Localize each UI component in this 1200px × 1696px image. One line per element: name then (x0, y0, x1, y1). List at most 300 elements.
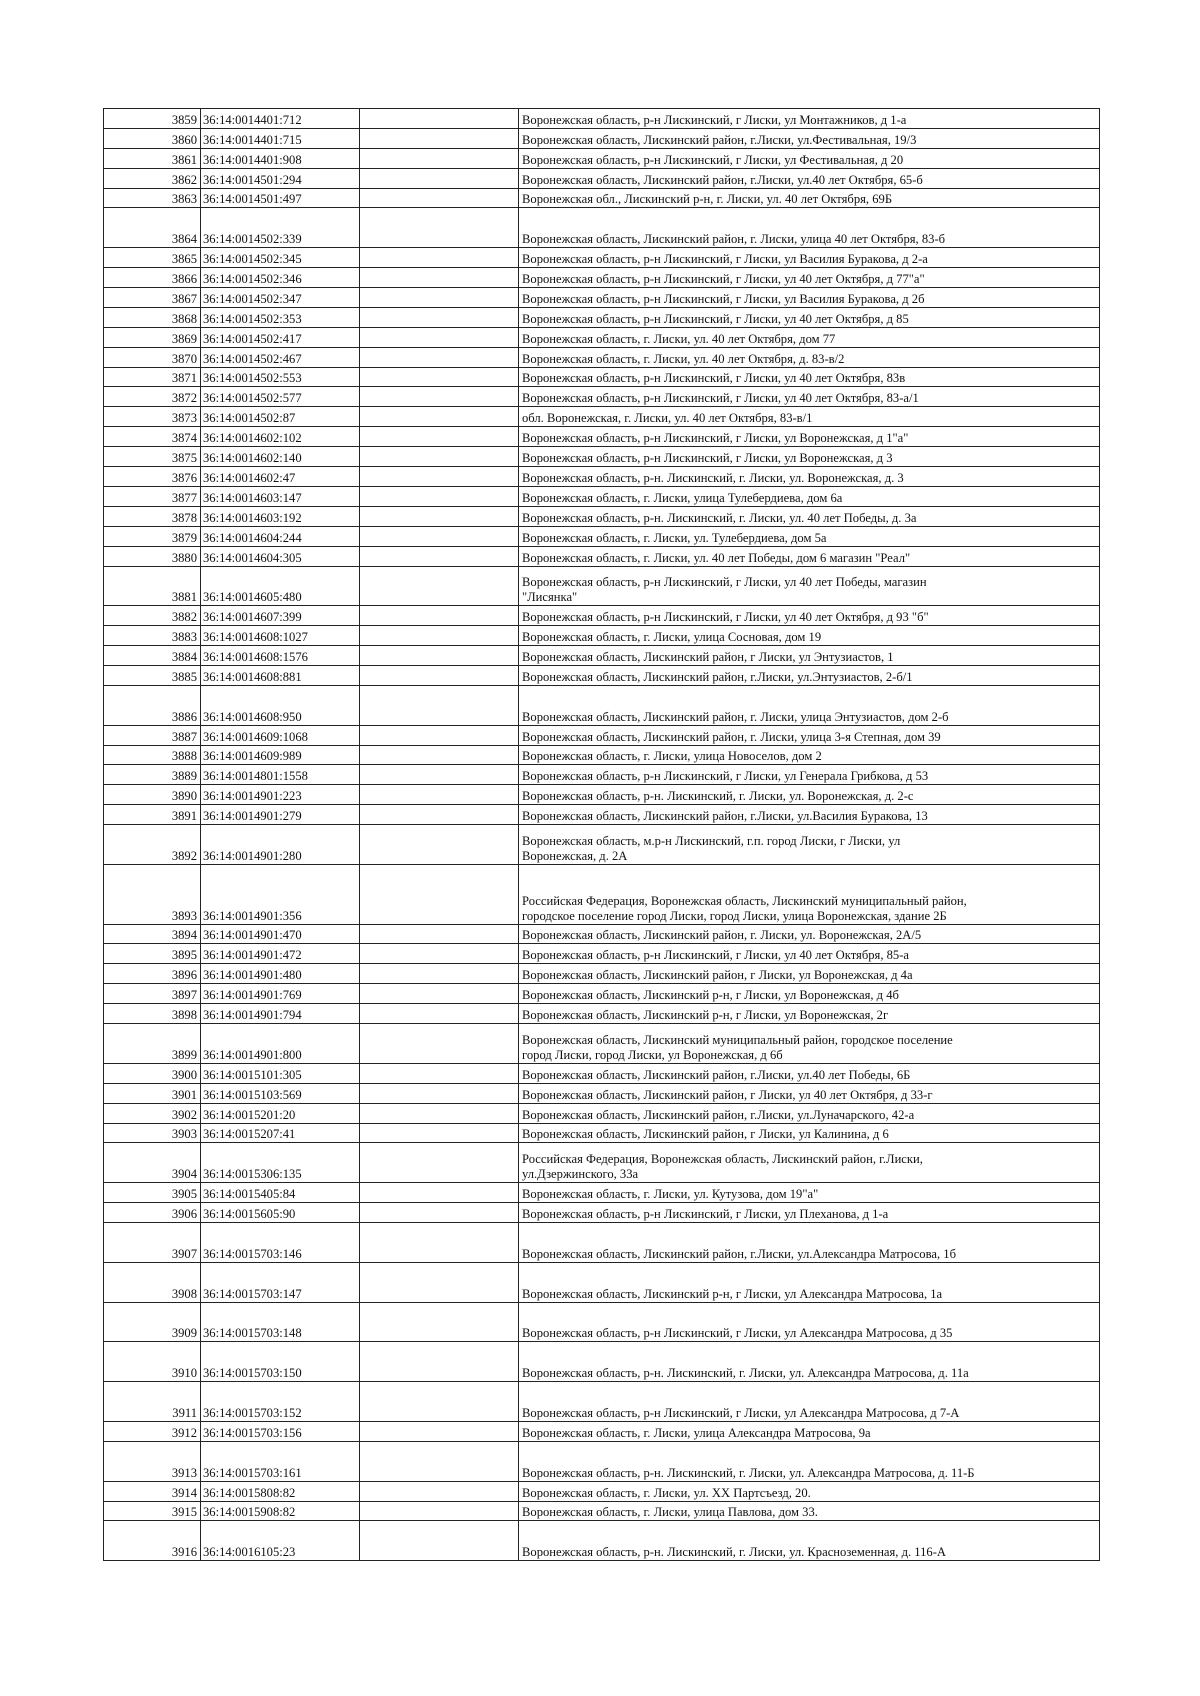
row-number: 3908 (104, 1262, 201, 1302)
empty-cell (360, 427, 519, 447)
empty-cell (360, 566, 519, 606)
address-line: Воронежская область, Лискинский район, г Лиски, ул Калинина, д 6 (522, 1127, 889, 1142)
table-row (104, 1302, 1100, 1342)
empty-cell (360, 109, 519, 129)
row-number: 3890 (104, 785, 201, 805)
address-cell (519, 626, 1100, 646)
table-row (104, 825, 1100, 865)
address-cell (519, 984, 1100, 1004)
row-number: 3869 (104, 327, 201, 347)
empty-cell (360, 208, 519, 248)
address-cell (519, 1421, 1100, 1441)
empty-cell (360, 1123, 519, 1143)
address-cell (519, 1222, 1100, 1262)
empty-cell (360, 526, 519, 546)
row-number: 3907 (104, 1222, 201, 1262)
address-line: Воронежская область, Лискинский район, г.Лиски, ул.40 лет Победы, 6Б (522, 1067, 911, 1082)
address-cell (519, 665, 1100, 685)
row-number: 3881 (104, 566, 201, 606)
address-cell (519, 208, 1100, 248)
address-line: Воронежская область, р-н Лискинский, г Лиски, ул Воронежская, д 3 (522, 451, 893, 466)
address-cell (519, 606, 1100, 626)
empty-cell (360, 467, 519, 487)
address-cell (519, 427, 1100, 447)
row-number: 3868 (104, 307, 201, 327)
table-row (104, 327, 1100, 347)
table-row (104, 1501, 1100, 1521)
row-number: 3910 (104, 1342, 201, 1382)
table-row (104, 725, 1100, 745)
cadastral-number: 36:14:0015605:90 (201, 1203, 360, 1223)
address-line: Воронежская область, Лискинский район, г.Лиски, ул.Александра Матросова, 1б (522, 1246, 956, 1261)
table-row (104, 745, 1100, 765)
address-line: Воронежская область, р-н Лискинский, г Лиски, ул Александра Матросова, д 7-А (522, 1405, 960, 1420)
address-cell (519, 1103, 1100, 1123)
cadastral-number: 36:14:0014608:1576 (201, 646, 360, 666)
address-line: обл. Воронежская, г. Лиски, ул. 40 лет Октября, 83-в/1 (522, 411, 813, 426)
table-row (104, 288, 1100, 308)
cadastral-number: 36:14:0015703:146 (201, 1222, 360, 1262)
cadastral-number: 36:14:0014502:87 (201, 407, 360, 427)
table-row (104, 128, 1100, 148)
register-table-body (104, 109, 1100, 1561)
table-row (104, 1342, 1100, 1382)
address-line: Воронежская область, Лискинский район, г Лиски, ул 40 лет Октября, д 33-г (522, 1087, 933, 1102)
row-number: 3892 (104, 825, 201, 865)
cadastral-number: 36:14:0014501:497 (201, 188, 360, 208)
row-number: 3871 (104, 367, 201, 387)
address-line: Воронежская область, р-н. Лискинский, г. Лиски, ул. Красноземенная, д. 116-А (522, 1545, 947, 1560)
empty-cell (360, 128, 519, 148)
empty-cell (360, 447, 519, 467)
address-line: Воронежская область, р-н Лискинский, г Лиски, ул Василия Буракова, д 2б (522, 291, 925, 306)
cadastral-number: 36:14:0015306:135 (201, 1143, 360, 1183)
table-row (104, 944, 1100, 964)
cadastral-number: 36:14:0014901:800 (201, 1024, 360, 1064)
address-cell (519, 288, 1100, 308)
cadastral-number: 36:14:0014602:140 (201, 447, 360, 467)
address-line: Воронежская, д. 2А (522, 848, 628, 863)
address-cell (519, 526, 1100, 546)
address-line: Воронежская область, г. Лиски, улица Новоселов, дом 2 (522, 749, 822, 764)
row-number: 3897 (104, 984, 201, 1004)
empty-cell (360, 1302, 519, 1342)
address-line: Воронежская область, Лискинский район, г Лиски, ул Воронежская, д 4а (522, 968, 913, 983)
cadastral-number: 36:14:0014901:472 (201, 944, 360, 964)
address-cell (519, 1024, 1100, 1064)
row-number: 3895 (104, 944, 201, 964)
table-row (104, 467, 1100, 487)
row-number: 3873 (104, 407, 201, 427)
cadastral-number: 36:14:0015703:148 (201, 1302, 360, 1342)
empty-cell (360, 745, 519, 765)
address-cell (519, 407, 1100, 427)
empty-cell (360, 367, 519, 387)
row-number: 3863 (104, 188, 201, 208)
cadastral-number: 36:14:0014502:353 (201, 307, 360, 327)
address-cell (519, 725, 1100, 745)
table-row (104, 486, 1100, 506)
address-line: Воронежская область, р-н. Лискинский, г. Лиски, ул. Александра Матросова, д. 11-Б (522, 1465, 975, 1480)
cadastral-number: 36:14:0014502:346 (201, 268, 360, 288)
address-line: Воронежская область, Лискинский район, г.Лиски, ул.40 лет Октября, 65-б (522, 172, 923, 187)
empty-cell (360, 685, 519, 725)
address-line: Воронежская область, Лискинский р-н, г Лиски, ул Александра Матросова, 1а (522, 1286, 943, 1301)
row-number: 3886 (104, 685, 201, 725)
empty-cell (360, 964, 519, 984)
table-row (104, 1382, 1100, 1422)
row-number: 3900 (104, 1063, 201, 1083)
row-number: 3875 (104, 447, 201, 467)
table-row (104, 765, 1100, 785)
cadastral-number: 36:14:0015201:20 (201, 1103, 360, 1123)
cadastral-number: 36:14:0014901:223 (201, 785, 360, 805)
address-cell (519, 566, 1100, 606)
table-row (104, 805, 1100, 825)
address-cell (519, 1302, 1100, 1342)
empty-cell (360, 288, 519, 308)
table-row (104, 1521, 1100, 1561)
address-cell (519, 307, 1100, 327)
row-number: 3887 (104, 725, 201, 745)
address-line: Воронежская область, Лискинский муниципальный район, городское поселение (522, 1032, 953, 1047)
address-cell (519, 646, 1100, 666)
row-number: 3914 (104, 1481, 201, 1501)
table-row (104, 1004, 1100, 1024)
row-number: 3862 (104, 168, 201, 188)
address-line: Воронежская область, Лискинский р-н, г Лиски, ул Воронежская, 2г (522, 1008, 889, 1023)
address-cell (519, 1382, 1100, 1422)
row-number: 3899 (104, 1024, 201, 1064)
address-line: Воронежская область, г. Лиски, ул. Тулебердиева, дом 5а (522, 530, 827, 545)
cadastral-number: 36:14:0014502:467 (201, 347, 360, 367)
table-row (104, 626, 1100, 646)
address-line: Воронежская область, г. Лиски, улица Тулебердиева, дом 6а (522, 490, 843, 505)
cadastral-number: 36:14:0014602:102 (201, 427, 360, 447)
cadastral-number: 36:14:0014901:356 (201, 864, 360, 924)
address-cell (519, 1501, 1100, 1521)
cadastral-number: 36:14:0014609:989 (201, 745, 360, 765)
cadastral-number: 36:14:0014608:881 (201, 665, 360, 685)
address-line: Воронежская область, Лискинский р-н, г Лиски, ул Воронежская, д 4б (522, 988, 899, 1003)
table-row (104, 1024, 1100, 1064)
address-line: Российская Федерация, Воронежская область, Лискинский район, г.Лиски, (522, 1152, 923, 1167)
cadastral-number: 36:14:0015908:82 (201, 1501, 360, 1521)
cadastral-number: 36:14:0014901:279 (201, 805, 360, 825)
address-cell (519, 685, 1100, 725)
empty-cell (360, 984, 519, 1004)
address-line: Воронежская область, г. Лиски, ул. XX Партсъезд, 20. (522, 1485, 811, 1500)
empty-cell (360, 785, 519, 805)
row-number: 3880 (104, 546, 201, 566)
table-row (104, 646, 1100, 666)
cadastral-number: 36:14:0014901:480 (201, 964, 360, 984)
empty-cell (360, 546, 519, 566)
address-line: "Лисянка" (522, 590, 578, 605)
cadastral-number: 36:14:0015405:84 (201, 1183, 360, 1203)
empty-cell (360, 1063, 519, 1083)
address-cell (519, 387, 1100, 407)
address-cell (519, 964, 1100, 984)
table-row (104, 785, 1100, 805)
row-number: 3905 (104, 1183, 201, 1203)
row-number: 3870 (104, 347, 201, 367)
address-line: Воронежская область, Лискинский район, г.Лиски, ул.Луначарского, 42-а (522, 1107, 915, 1122)
address-line: Воронежская область, р-н Лискинский, г Лиски, ул Плеханова, д 1-а (522, 1206, 889, 1221)
address-line: Воронежская область, г. Лиски, улица Павлова, дом 33. (522, 1505, 818, 1520)
empty-cell (360, 626, 519, 646)
row-number: 3909 (104, 1302, 201, 1342)
empty-cell (360, 407, 519, 427)
table-row (104, 506, 1100, 526)
cadastral-number: 36:14:0014502:577 (201, 387, 360, 407)
table-row (104, 665, 1100, 685)
table-row (104, 367, 1100, 387)
address-line: Воронежская область, р-н Лискинский, г Лиски, ул Воронежская, д 1"а" (522, 431, 909, 446)
address-line: Воронежская область, р-н. Лискинский, г. Лиски, ул. Воронежская, д. 2-с (522, 789, 914, 804)
address-cell (519, 268, 1100, 288)
empty-cell (360, 327, 519, 347)
table-row (104, 1481, 1100, 1501)
row-number: 3877 (104, 486, 201, 506)
empty-cell (360, 1143, 519, 1183)
table-row (104, 1123, 1100, 1143)
empty-cell (360, 1481, 519, 1501)
address-line: городское поселение город Лиски, город Лиски, улица Воронежская, здание 2Б (522, 908, 947, 923)
address-cell (519, 447, 1100, 467)
address-line: Воронежская область, м.р-н Лискинский, г.п. город Лиски, г Лиски, ул (522, 833, 901, 848)
row-number: 3896 (104, 964, 201, 984)
empty-cell (360, 1441, 519, 1481)
cadastral-number: 36:14:0014901:769 (201, 984, 360, 1004)
row-number: 3872 (104, 387, 201, 407)
address-cell (519, 1004, 1100, 1024)
cadastral-number: 36:14:0014607:399 (201, 606, 360, 626)
cadastral-number: 36:14:0015101:305 (201, 1063, 360, 1083)
empty-cell (360, 665, 519, 685)
address-cell (519, 785, 1100, 805)
address-cell (519, 1481, 1100, 1501)
address-cell (519, 765, 1100, 785)
address-cell (519, 1203, 1100, 1223)
table-row (104, 268, 1100, 288)
table-row (104, 188, 1100, 208)
row-number: 3859 (104, 109, 201, 129)
row-number: 3903 (104, 1123, 201, 1143)
cadastral-number: 36:14:0014401:908 (201, 148, 360, 168)
table-row (104, 526, 1100, 546)
address-line: Воронежская область, р-н Лискинский, г Лиски, ул Генерала Грибкова, д 53 (522, 769, 929, 784)
table-row (104, 248, 1100, 268)
address-cell (519, 467, 1100, 487)
row-number: 3889 (104, 765, 201, 785)
register-table (103, 108, 1100, 1561)
address-line: Воронежская область, г. Лиски, ул. 40 лет Октября, д. 83-в/2 (522, 351, 845, 366)
empty-cell (360, 606, 519, 626)
empty-cell (360, 347, 519, 367)
address-cell (519, 168, 1100, 188)
empty-cell (360, 387, 519, 407)
address-line: Воронежская область, г. Лиски, ул. Кутузова, дом 19"а" (522, 1187, 819, 1202)
row-number: 3911 (104, 1382, 201, 1422)
address-cell (519, 1123, 1100, 1143)
address-line: Воронежская область, Лискинский район, г Лиски, ул Энтузиастов, 1 (522, 649, 894, 664)
row-number: 3898 (104, 1004, 201, 1024)
cadastral-number: 36:14:0014603:147 (201, 486, 360, 506)
table-row (104, 168, 1100, 188)
row-number: 3902 (104, 1103, 201, 1123)
address-cell (519, 1143, 1100, 1183)
row-number: 3864 (104, 208, 201, 248)
address-line: Воронежская область, р-н. Лискинский, г. Лиски, ул. 40 лет Победы, д. 3а (522, 510, 917, 525)
address-cell (519, 1083, 1100, 1103)
address-cell (519, 367, 1100, 387)
empty-cell (360, 765, 519, 785)
row-number: 3874 (104, 427, 201, 447)
table-row (104, 984, 1100, 1004)
address-cell (519, 109, 1100, 129)
address-cell (519, 1262, 1100, 1302)
cadastral-number: 36:14:0014603:192 (201, 506, 360, 526)
cadastral-number: 36:14:0014608:1027 (201, 626, 360, 646)
address-line: Воронежская область, р-н Лискинский, г Лиски, ул 40 лет Октября, д 85 (522, 311, 909, 326)
table-row (104, 347, 1100, 367)
row-number: 3876 (104, 467, 201, 487)
cadastral-number: 36:14:0014609:1068 (201, 725, 360, 745)
table-row (104, 924, 1100, 944)
address-line: город Лиски, город Лиски, ул Воронежская, д 6б (522, 1047, 783, 1062)
address-line: Воронежская область, Лискинский район, г. Лиски, улица Энтузиастов, дом 2-б (522, 709, 949, 724)
cadastral-number: 36:14:0014901:280 (201, 825, 360, 865)
address-cell (519, 944, 1100, 964)
empty-cell (360, 1004, 519, 1024)
cadastral-number: 36:14:0015103:569 (201, 1083, 360, 1103)
cadastral-number: 36:14:0014801:1558 (201, 765, 360, 785)
address-cell (519, 347, 1100, 367)
address-line: ул.Дзержинского, 33а (522, 1167, 639, 1182)
cadastral-number: 36:14:0014502:339 (201, 208, 360, 248)
empty-cell (360, 864, 519, 924)
empty-cell (360, 248, 519, 268)
table-row (104, 427, 1100, 447)
row-number: 3915 (104, 1501, 201, 1521)
address-cell (519, 1063, 1100, 1083)
row-number: 3884 (104, 646, 201, 666)
address-cell (519, 486, 1100, 506)
address-cell (519, 148, 1100, 168)
empty-cell (360, 307, 519, 327)
address-line: Воронежская область, г. Лиски, ул. 40 лет Октября, дом 77 (522, 331, 836, 346)
row-number: 3906 (104, 1203, 201, 1223)
table-row (104, 1183, 1100, 1203)
row-number: 3893 (104, 864, 201, 924)
address-line: Воронежская область, р-н Лискинский, г Лиски, ул Василия Буракова, д 2-а (522, 252, 928, 267)
row-number: 3916 (104, 1521, 201, 1561)
empty-cell (360, 188, 519, 208)
table-row (104, 148, 1100, 168)
row-number: 3861 (104, 148, 201, 168)
address-cell (519, 864, 1100, 924)
address-cell (519, 1441, 1100, 1481)
row-number: 3891 (104, 805, 201, 825)
address-cell (519, 1521, 1100, 1561)
empty-cell (360, 1521, 519, 1561)
address-line: Воронежская область, р-н Лискинский, г Лиски, ул 40 лет Октября, 83в (522, 371, 906, 386)
empty-cell (360, 506, 519, 526)
address-cell (519, 745, 1100, 765)
address-cell (519, 924, 1100, 944)
cadastral-number: 36:14:0015703:152 (201, 1382, 360, 1422)
address-cell (519, 506, 1100, 526)
cadastral-number: 36:14:0014501:294 (201, 168, 360, 188)
address-line: Воронежская область, р-н Лискинский, г Лиски, ул 40 лет Победы, магазин (522, 575, 927, 590)
row-number: 3901 (104, 1083, 201, 1103)
cadastral-number: 36:14:0014901:470 (201, 924, 360, 944)
cadastral-number: 36:14:0015703:147 (201, 1262, 360, 1302)
empty-cell (360, 1262, 519, 1302)
row-number: 3883 (104, 626, 201, 646)
address-line: Воронежская область, р-н Лискинский, г Лиски, ул 40 лет Октября, 85-а (522, 948, 910, 963)
address-line: Воронежская область, Лискинский район, г.Лиски, ул.Фестивальная, 19/3 (522, 132, 917, 147)
table-row (104, 307, 1100, 327)
table-row (104, 1103, 1100, 1123)
cadastral-number: 36:14:0015207:41 (201, 1123, 360, 1143)
address-line: Воронежская область, Лискинский район, г.Лиски, ул.Василия Буракова, 13 (522, 809, 928, 824)
empty-cell (360, 944, 519, 964)
cadastral-number: 36:14:0014502:553 (201, 367, 360, 387)
table-row (104, 1063, 1100, 1083)
cadastral-number: 36:14:0016105:23 (201, 1521, 360, 1561)
table-row (104, 387, 1100, 407)
table-row (104, 1421, 1100, 1441)
cadastral-number: 36:14:0014604:305 (201, 546, 360, 566)
table-row (104, 1262, 1100, 1302)
empty-cell (360, 148, 519, 168)
cadastral-number: 36:14:0014401:715 (201, 128, 360, 148)
address-line: Воронежская область, Лискинский район, г.Лиски, ул.Энтузиастов, 2-б/1 (522, 669, 913, 684)
empty-cell (360, 1421, 519, 1441)
table-row (104, 407, 1100, 427)
address-line: Воронежская область, р-н Лискинский, г Лиски, ул 40 лет Октября, д 77"а" (522, 272, 925, 287)
address-cell (519, 825, 1100, 865)
table-row (104, 447, 1100, 467)
address-line: Воронежская область, р-н. Лискинский, г. Лиски, ул. Александра Матросова, д. 11а (522, 1366, 969, 1381)
row-number: 3867 (104, 288, 201, 308)
address-line: Воронежская область, р-н. Лискинский, г. Лиски, ул. Воронежская, д. 3 (522, 470, 904, 485)
address-cell (519, 546, 1100, 566)
cadastral-number: 36:14:0015808:82 (201, 1481, 360, 1501)
address-cell (519, 128, 1100, 148)
table-row (104, 566, 1100, 606)
table-row (104, 1441, 1100, 1481)
cadastral-number: 36:14:0014602:47 (201, 467, 360, 487)
address-line: Воронежская область, Лискинский район, г. Лиски, ул. Воронежская, 2А/5 (522, 928, 922, 943)
empty-cell (360, 168, 519, 188)
row-number: 3879 (104, 526, 201, 546)
empty-cell (360, 486, 519, 506)
cadastral-number: 36:14:0015703:156 (201, 1421, 360, 1441)
address-line: Воронежская область, г. Лиски, ул. 40 лет Победы, дом 6 магазин "Реал" (522, 550, 911, 565)
address-cell (519, 805, 1100, 825)
empty-cell (360, 268, 519, 288)
address-cell (519, 1342, 1100, 1382)
empty-cell (360, 725, 519, 745)
table-row (104, 864, 1100, 924)
address-line: Воронежская область, р-н Лискинский, г Лиски, ул Фестивальная, д 20 (522, 152, 904, 167)
table-row (104, 964, 1100, 984)
address-line: Воронежская обл., Лискинский р-н, г. Лиски, ул. 40 лет Октября, 69Б (522, 192, 893, 207)
cadastral-number: 36:14:0014502:347 (201, 288, 360, 308)
